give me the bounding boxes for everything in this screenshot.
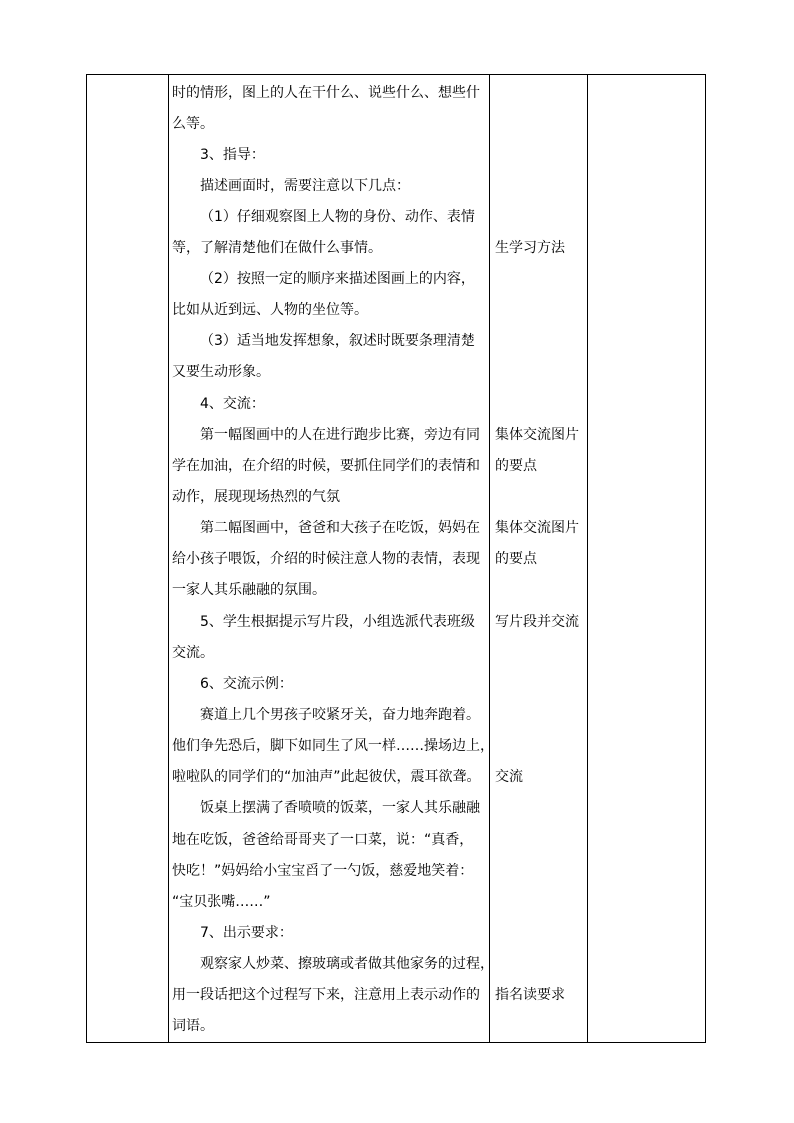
text-line: 描述画面时，需要注意以下几点： — [200, 178, 410, 194]
side-note: 的要点 — [495, 551, 537, 567]
text-line: 比如从近到远、人物的坐位等。 — [172, 302, 368, 318]
text-line: （3）适当地发挥想象，叙述时既要条理清楚 — [200, 333, 475, 349]
text-line: 饭桌上摆满了香喷喷的饭菜，一家人其乐融融 — [200, 800, 480, 816]
side-note: 交流 — [495, 769, 523, 785]
text-line: （2）按照一定的顺序来描述图画上的内容， — [200, 271, 475, 287]
text-line: 学在加油，在介绍的时候，要抓住同学们的表情和 — [172, 458, 480, 474]
column-divider-1 — [168, 75, 169, 1042]
text-line: （1）仔细观察图上人物的身份、动作、表情 — [200, 209, 475, 225]
text-line: 交流。 — [172, 645, 214, 661]
section-heading: 3、指导： — [200, 147, 265, 163]
side-note: 集体交流图片 — [495, 520, 579, 536]
text-line: 第一幅图画中的人在进行跑步比赛，旁边有同 — [200, 427, 480, 443]
text-line: 一家人其乐融融的氛围。 — [172, 582, 326, 598]
column-divider-3 — [587, 75, 588, 1042]
side-note: 指名读要求 — [495, 987, 565, 1003]
text-line: 啦啦队的同学们的“加油声”此起彼伏，震耳欲聋。 — [172, 769, 481, 785]
text-line: 他们争先恐后，脚下如同生了风一样……操场边上， — [172, 738, 494, 754]
side-note: 集体交流图片 — [495, 427, 579, 443]
text-line: 第二幅图画中，爸爸和大孩子在吃饭，妈妈在 — [200, 520, 480, 536]
text-line: 快吃！”妈妈给小宝宝舀了一勺饭，慈爱地笑着： — [172, 863, 474, 879]
side-note: 生学习方法 — [495, 240, 565, 256]
text-line: “宝贝张嘴……” — [172, 894, 271, 910]
section-heading: 4、交流： — [200, 396, 265, 412]
text-line: 给小孩子喂饭，介绍的时候注意人物的表情，表现 — [172, 551, 480, 567]
text-line: 词语。 — [172, 1018, 214, 1034]
text-line: 地在吃饭，爸爸给哥哥夹了一口菜，说：“真香， — [172, 832, 474, 848]
text-line: 时的情形，图上的人在干什么、说些什么、想些什 — [172, 85, 480, 101]
text-line: 么等。 — [172, 116, 214, 132]
section-heading: 5、学生根据提示写片段，小组选派代表班级 — [200, 614, 475, 630]
section-heading: 6、交流示例： — [200, 676, 293, 692]
text-line: 又要生动形象。 — [172, 364, 270, 380]
text-line: 等，了解清楚他们在做什么事情。 — [172, 240, 382, 256]
text-line: 用一段话把这个过程写下来，注意用上表示动作的 — [172, 987, 480, 1003]
column-divider-2 — [489, 75, 490, 1042]
text-line: 动作，展现现场热烈的气氛 — [172, 489, 340, 505]
text-line: 观察家人炒菜、擦玻璃或者做其他家务的过程， — [200, 956, 494, 972]
side-note: 的要点 — [495, 458, 537, 474]
section-heading: 7、出示要求： — [200, 925, 293, 941]
text-line: 赛道上几个男孩子咬紧牙关，奋力地奔跑着。 — [200, 707, 480, 723]
side-note: 写片段并交流 — [495, 614, 579, 630]
